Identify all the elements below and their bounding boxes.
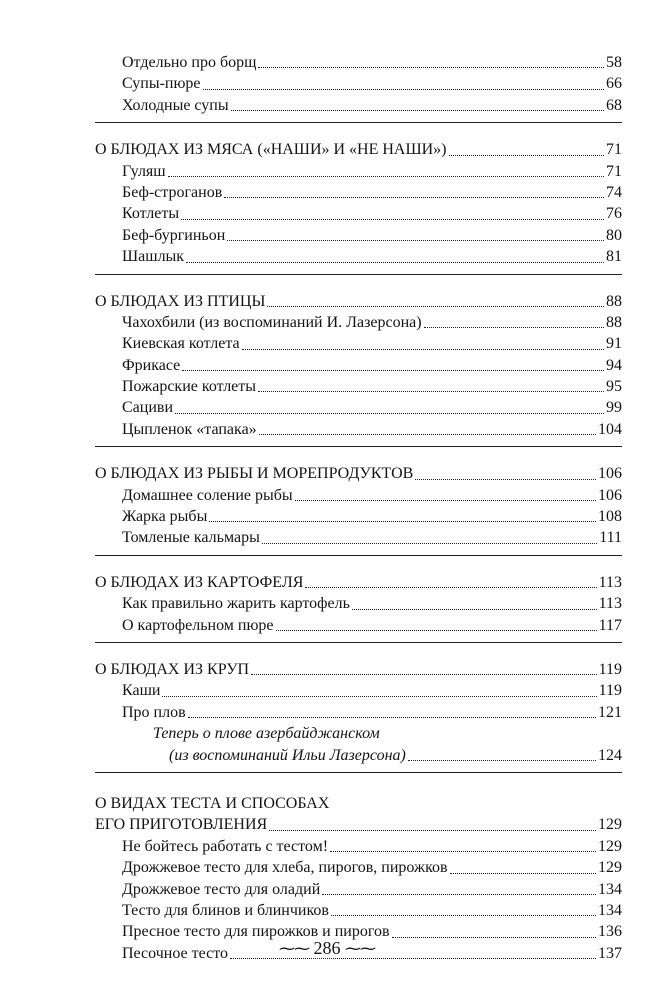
toc-section-soups — [95, 52, 622, 123]
chapter-page: 71 — [606, 141, 622, 159]
entry-title: Чахохбили (из воспоминаний И. Лазерсона) — [122, 313, 422, 331]
leader-dots — [276, 630, 597, 631]
leader-dots — [295, 500, 596, 501]
toc-chapter-heading[interactable] — [95, 463, 622, 484]
entry-title: Дрожжевое тесто для хлеба, пирогов, пирожков — [122, 859, 448, 877]
ornament-right-icon: ⁓⁓ — [345, 941, 375, 958]
entry-title: (из воспоминаний Ильи Лазерсона) — [169, 746, 406, 764]
entry-page: 121 — [598, 703, 622, 721]
toc-entry[interactable] — [95, 485, 622, 506]
entry-page: 129 — [598, 859, 622, 877]
toc-entry[interactable] — [95, 182, 622, 203]
chapter-page: 119 — [598, 660, 622, 678]
entry-page: 129 — [598, 837, 622, 855]
toc-entry[interactable] — [95, 355, 622, 376]
entry-page: 76 — [606, 205, 622, 223]
entry-title: Беф-бургиньон — [122, 226, 226, 244]
chapter-page: 88 — [606, 292, 622, 310]
toc-entry[interactable] — [95, 702, 622, 723]
entry-title: Жарка рыбы — [122, 508, 208, 526]
leader-dots — [450, 873, 596, 874]
toc-entry[interactable] — [95, 900, 622, 921]
toc-section-potato — [95, 572, 622, 643]
leader-dots — [224, 197, 604, 198]
toc-entry[interactable] — [95, 203, 622, 224]
chapter-title: О БЛЮДАХ ИЗ МЯСА («НАШИ» И «НЕ НАШИ») — [95, 141, 447, 159]
entry-title: Про плов — [122, 703, 186, 721]
chapter-title: О БЛЮДАХ ИЗ КРУП — [95, 660, 250, 678]
entry-title: Не бойтесь работать с тестом! — [122, 837, 329, 855]
entry-page: 134 — [598, 880, 622, 898]
leader-dots — [162, 696, 596, 697]
leader-dots — [242, 349, 604, 350]
leader-dots — [415, 479, 596, 480]
toc-chapter-heading[interactable] — [95, 659, 622, 680]
entry-title: Дрожжевое тесто для оладий — [122, 880, 321, 898]
toc-entry-italic[interactable] — [95, 745, 622, 766]
leader-dots — [258, 67, 604, 68]
entry-title: Холодные супы — [122, 96, 229, 114]
leader-dots — [352, 609, 597, 610]
page-number: 286 — [313, 938, 341, 958]
toc-entry[interactable] — [95, 95, 622, 116]
entry-page: 111 — [599, 529, 622, 547]
entry-title: Фрикасе — [122, 356, 181, 374]
toc-chapter-heading[interactable] — [95, 814, 622, 835]
entry-title: Котлеты — [122, 205, 180, 223]
leader-dots — [330, 851, 596, 852]
entry-page: 81 — [606, 248, 622, 266]
leader-dots — [331, 915, 596, 916]
leader-dots — [408, 760, 596, 761]
chapter-title: О БЛЮДАХ ИЗ ПТИЦЫ — [95, 292, 266, 310]
toc-chapter-heading[interactable] — [95, 139, 622, 160]
entry-title: Каши — [122, 682, 161, 700]
toc-entry[interactable] — [95, 73, 622, 94]
table-of-contents — [95, 52, 622, 986]
toc-entry[interactable] — [95, 680, 622, 701]
toc-entry[interactable] — [95, 527, 622, 548]
toc-chapter-heading[interactable] — [95, 572, 622, 593]
leader-dots — [182, 370, 604, 371]
entry-title: О картофельном пюре — [122, 616, 274, 634]
entry-page: 117 — [598, 616, 622, 634]
leader-dots — [186, 262, 604, 263]
entry-title: Томленые кальмары — [122, 529, 260, 547]
leader-dots — [181, 219, 604, 220]
entry-title: Гуляш — [122, 162, 166, 180]
toc-entry[interactable] — [95, 397, 622, 418]
toc-section-fish — [95, 463, 622, 556]
toc-section-grains — [95, 659, 622, 773]
chapter-title: О БЛЮДАХ ИЗ РЫБЫ И МОРЕПРОДУКТОВ — [95, 465, 414, 483]
entry-page: 91 — [606, 335, 622, 353]
entry-page: 74 — [606, 183, 622, 201]
entry-page: 119 — [598, 682, 622, 700]
chapter-page: 129 — [598, 816, 622, 834]
leader-dots — [175, 413, 604, 414]
entry-page: 71 — [606, 162, 622, 180]
toc-entry[interactable] — [95, 225, 622, 246]
toc-entry[interactable] — [95, 333, 622, 354]
entry-page: 124 — [598, 746, 622, 764]
entry-page: 95 — [606, 378, 622, 396]
entry-title: Шашлык — [122, 248, 185, 266]
toc-entry[interactable] — [95, 506, 622, 527]
entry-page: 137 — [598, 944, 622, 962]
toc-section-poultry — [95, 291, 622, 448]
entry-page: 88 — [606, 313, 622, 331]
chapter-page: 113 — [598, 573, 622, 591]
entry-title: Сациви — [122, 399, 174, 417]
toc-entry[interactable] — [95, 312, 622, 333]
entry-title: Тесто для блинов и блинчиков — [122, 901, 329, 919]
entry-title: Цыпленок «тапака» — [122, 420, 257, 438]
toc-entry[interactable] — [95, 857, 622, 878]
entry-page: 99 — [606, 399, 622, 417]
entry-page: 136 — [598, 923, 622, 941]
toc-entry[interactable] — [95, 879, 622, 900]
toc-entry[interactable] — [95, 52, 622, 73]
chapter-title: О БЛЮДАХ ИЗ КАРТОФЕЛЯ — [95, 573, 304, 591]
leader-dots — [322, 894, 596, 895]
entry-page: 80 — [606, 226, 622, 244]
entry-title: Киевская котлета — [122, 335, 240, 353]
chapter-title: ЕГО ПРИГОТОВЛЕНИЯ — [95, 816, 268, 834]
entry-page: 58 — [606, 54, 622, 71]
entry-title: Беф-строганов — [122, 183, 223, 201]
leader-dots — [449, 155, 604, 156]
entry-title: Супы-пюре — [122, 75, 201, 93]
leader-dots — [209, 521, 596, 522]
entry-page: 108 — [598, 508, 622, 526]
toc-entry[interactable] — [95, 376, 622, 397]
leader-dots — [231, 110, 604, 111]
toc-entry[interactable] — [95, 593, 622, 614]
leader-dots — [269, 830, 596, 831]
ornament-left-icon: ⁓⁓ — [279, 941, 309, 958]
leader-dots — [251, 674, 597, 675]
entry-page: 134 — [598, 901, 622, 919]
page-footer — [0, 938, 654, 959]
entry-page: 104 — [598, 420, 622, 438]
entry-title: Песочное тесто — [122, 944, 229, 962]
entry-title: Домашнее соление рыбы — [122, 486, 293, 504]
toc-entry[interactable] — [95, 161, 622, 182]
leader-dots — [203, 89, 604, 90]
entry-title: Как правильно жарить картофель — [122, 595, 350, 613]
entry-title: Пожарские котлеты — [122, 378, 257, 396]
entry-title: Пресное тесто для пирожков и пирогов — [122, 923, 390, 941]
toc-entry[interactable] — [95, 836, 622, 857]
entry-page: 94 — [606, 356, 622, 374]
leader-dots — [267, 306, 604, 307]
entry-title: Отдельно про борщ — [122, 54, 257, 71]
leader-dots — [262, 543, 597, 544]
toc-entry[interactable] — [95, 419, 622, 440]
toc-chapter-heading[interactable] — [95, 291, 622, 312]
leader-dots — [188, 717, 596, 718]
toc-entry[interactable] — [95, 615, 622, 636]
italic-entry-line1[interactable]: Теперь о плове азербайджанском — [153, 725, 380, 743]
leader-dots — [305, 587, 596, 588]
leader-dots — [259, 434, 596, 435]
leader-dots — [227, 240, 604, 241]
entry-page: 113 — [598, 595, 622, 613]
chapter-title-line1[interactable]: О ВИДАХ ТЕСТА И СПОСОБАХ — [95, 794, 330, 812]
entry-page: 68 — [606, 96, 622, 114]
leader-dots — [168, 176, 604, 177]
entry-page: 106 — [598, 486, 622, 504]
toc-section-meat — [95, 139, 622, 274]
leader-dots — [424, 327, 604, 328]
chapter-page: 106 — [598, 465, 622, 483]
leader-dots — [258, 391, 604, 392]
entry-page: 66 — [606, 75, 622, 93]
toc-entry[interactable] — [95, 246, 622, 267]
